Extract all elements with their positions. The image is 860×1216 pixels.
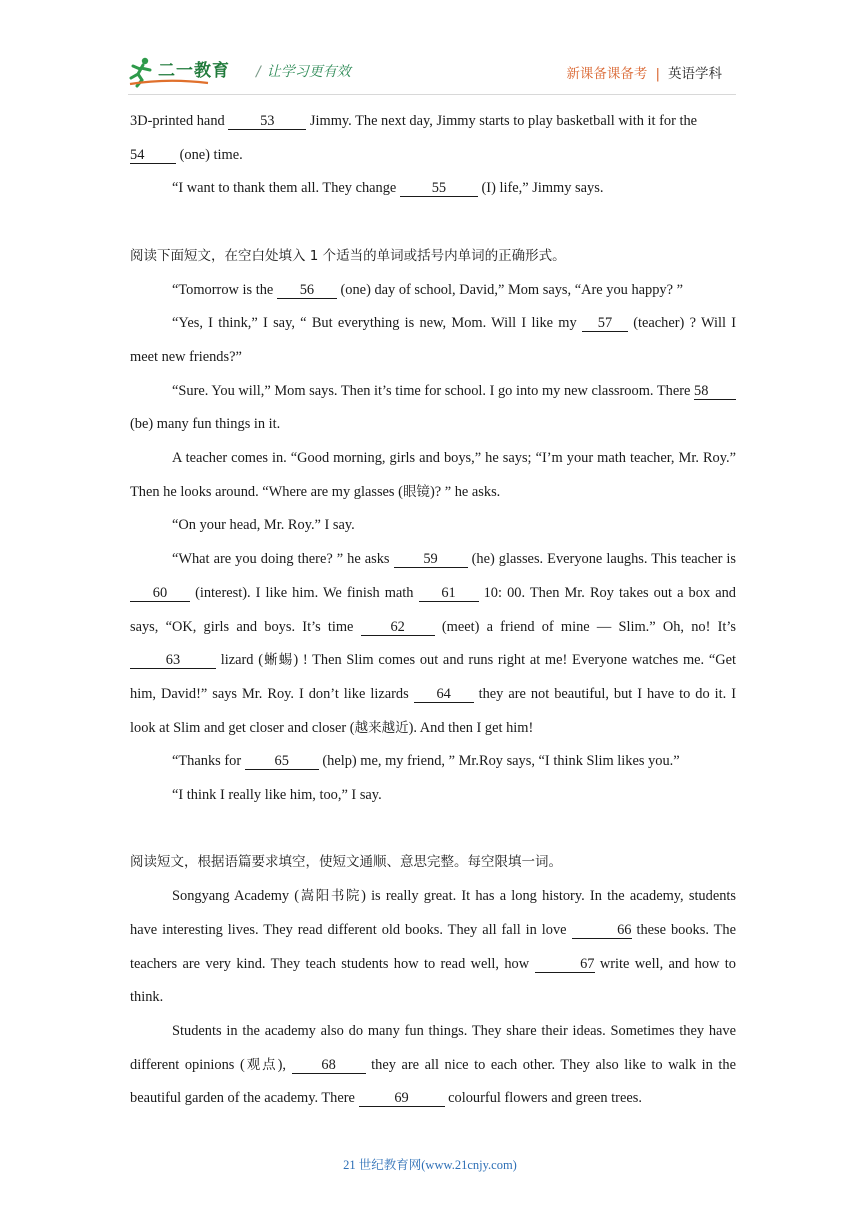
paragraph: Songyang Academy (嵩阳书院) is really great. It has a long history. In the academy, students have interesting lives. They read different old books. They all fall in love 66 these books. The teachers are very kind. They teach students how to read well, how 67 write well, and how to think.	[130, 888, 737, 1006]
paragraph: 3D-printed hand 53 Jimmy. The next day, Jimmy starts to play basketball with it for the 54 (one) time.	[130, 113, 698, 163]
slogan: / 让学习更有效	[256, 64, 351, 80]
blank-68: 68	[292, 1057, 366, 1074]
blank-54: 54	[130, 147, 176, 164]
header-separator: |	[655, 66, 660, 82]
blank-61: 61	[419, 585, 479, 602]
paragraph: “On your head, Mr. Roy.” I say.	[172, 517, 355, 534]
logo-text: 二一教育	[158, 61, 230, 81]
blank-66: 66	[572, 922, 632, 939]
blank-57: 57	[582, 315, 628, 332]
header-course: 新课备课备考	[566, 66, 648, 82]
paragraph: “What are you doing there? ” he asks 59 (he) glasses. Everyone laughs. This teacher is 60 (interest). I like him. We finish math 61 10: 00. Then Mr. Roy takes out a box and says, “OK, girls and boys. It’s time 62 (meet) a friend of mine — Slim.” Oh, no! It’s 63 lizard (蜥蜴) ! Then Slim comes out and runs right at me! Everyone watches me. “Get him, David!” says Mr. Roy. I don’t like lizards 64 they are not beautiful, but I have to do it. I look at Slim and get closer and closer (越来越近). And then I get him!	[130, 551, 737, 736]
blank-63: 63	[130, 652, 216, 669]
blank-59: 59	[394, 551, 468, 568]
paragraph: “I think I really like him, too,” I say.	[172, 787, 382, 804]
header-subject-name: 英语学科	[668, 66, 722, 82]
blank-64: 64	[414, 686, 474, 703]
blank-56: 56	[277, 282, 337, 299]
section-instruction: 阅读下面短文，在空白处填入 1 个适当的单词或括号内单词的正确形式。	[130, 247, 566, 264]
page-header	[128, 52, 736, 92]
header-subject	[566, 62, 722, 82]
document-body	[130, 105, 736, 1116]
header-divider	[128, 94, 736, 95]
blank-65: 65	[245, 753, 319, 770]
section-instruction: 阅读短文，根据语篇要求填空，使短文通顺、意思完整。每空限填一词。	[130, 854, 562, 871]
page-footer: 21 世纪教育网(www.21cnjy.com)	[343, 1158, 517, 1172]
paragraph: “Yes, I think,” I say, “ But everything is new, Mom. Will I like my 57 (teacher) ? Will I meet new friends?”	[130, 315, 737, 365]
blank-60: 60	[130, 585, 190, 602]
blank-58: 58	[694, 383, 736, 400]
paragraph: “Sure. You will,” Mom says. Then it’s time for school. I go into my new classroom. There 58 (be) many fun things in it.	[130, 375, 736, 442]
paragraph: A teacher comes in. “Good morning, girls and boys,” he says; “I’m your math teacher, Mr. Roy.” Then he looks around. “Where are my glasses (眼镜)? ” he asks.	[130, 450, 736, 500]
blank-55: 55	[400, 180, 478, 197]
slogan-text: 让学习更有效	[266, 64, 351, 80]
blank-69: 69	[359, 1090, 445, 1107]
paragraph: “Tomorrow is the 56 (one) day of school, David,” Mom says, “Are you happy? ”	[172, 281, 683, 298]
paragraph: Students in the academy also do many fun things. They share their ideas. Sometimes they have different opinions (观点), 68 they are all nice to each other. They also like to walk in the beautiful garden of the academy. There 69 colourful flowers and green trees.	[130, 1022, 736, 1107]
paragraph: “I want to thank them all. They change 55 (I) life,” Jimmy says.	[172, 180, 604, 197]
blank-67: 67	[535, 956, 595, 973]
blank-62: 62	[361, 619, 435, 636]
paragraph: “Thanks for 65 (help) me, my friend, ” Mr.Roy says, “I think Slim likes you.”	[172, 753, 680, 770]
blank-53: 53	[228, 113, 306, 130]
